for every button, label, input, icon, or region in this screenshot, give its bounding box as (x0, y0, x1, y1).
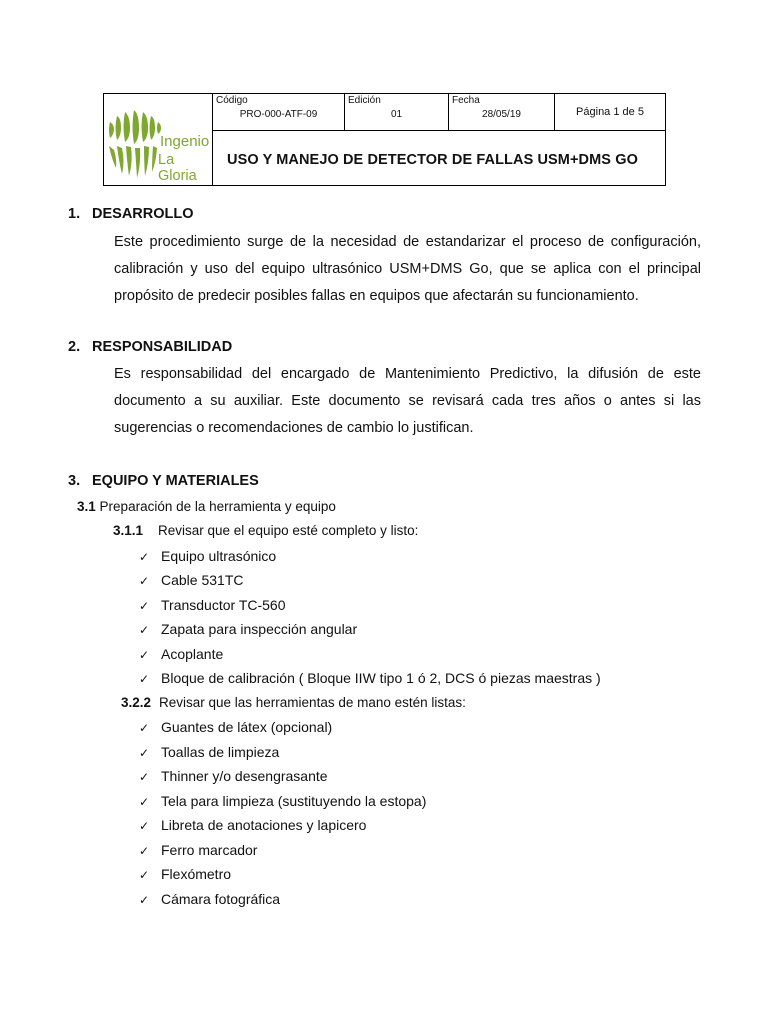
subsection-number: 3.2.2 (121, 695, 152, 710)
list-item: ✓ Flexómetro (139, 866, 232, 882)
fecha-cell (449, 94, 555, 131)
section-title: RESPONSABILIDAD (92, 339, 233, 355)
edicion-value: 01 (390, 109, 403, 120)
subsection-3-1-1 (113, 523, 418, 538)
list-item: ✓ Libreta de anotaciones y lapicero (139, 817, 367, 833)
check-icon: ✓ (139, 721, 150, 735)
check-icon: ✓ (139, 746, 150, 760)
section-heading-desarrollo (68, 206, 194, 222)
edicion-cell (345, 94, 449, 131)
subsection-3-1 (77, 499, 336, 514)
list-item: ✓ Equipo ultrasónico (139, 548, 277, 564)
subsection-3-2-2 (121, 695, 466, 710)
section-number: 1. (68, 206, 81, 222)
subsection-number: 3.1 (77, 499, 96, 514)
fecha-label: Fecha (452, 95, 480, 106)
list-item: ✓ Acoplante (139, 646, 224, 662)
check-icon: ✓ (139, 819, 150, 833)
check-icon: ✓ (139, 893, 150, 907)
text-line: documento a su auxiliar. Este documento se revisará cada tres años o antes si las (114, 393, 701, 409)
edicion-label: Edición (348, 95, 381, 106)
list-item: ✓ Tela para limpieza (sustituyendo la estopa) (139, 793, 427, 809)
check-icon: ✓ (139, 672, 150, 686)
document-title: USO Y MANEJO DE DETECTOR DE FALLAS USM+DMS GO (227, 152, 638, 168)
check-icon: ✓ (139, 795, 150, 809)
list-item: ✓ Transductor TC-560 (139, 597, 286, 613)
page-number-cell (555, 94, 666, 131)
check-icon: ✓ (139, 770, 150, 784)
list-item: ✓ Cable 531TC (139, 572, 244, 588)
page-number: Página 1 de 5 (576, 106, 644, 118)
list-item: ✓ Zapata para inspección angular (139, 621, 358, 637)
section-number: 3. (68, 473, 81, 489)
check-icon: ✓ (139, 550, 150, 564)
text-line: calibración y uso del equipo ultrasónico USM+DMS Go, que se aplica con el principal (114, 261, 701, 277)
text-line: propósito de predecir posibles fallas en equipos que afectarán su funcionamiento. (114, 288, 639, 304)
check-icon: ✓ (139, 844, 150, 858)
codigo-cell (213, 94, 345, 131)
subsection-text: Revisar que las herramientas de mano estén listas: (159, 695, 466, 710)
list-item: ✓ Bloque de calibración ( Bloque IIW tipo 1 ó 2, DCS ó piezas maestras ) (139, 670, 601, 686)
codigo-label: Código (216, 95, 248, 106)
codigo-value: PRO-000-ATF-09 (239, 109, 318, 120)
list-item: ✓ Guantes de látex (opcional) (139, 719, 333, 735)
text-line: Es responsabilidad del encargado de Mantenimiento Predictivo, la difusión de este (114, 366, 701, 382)
fecha-value: 28/05/19 (482, 109, 521, 120)
check-icon: ✓ (139, 623, 150, 637)
section-heading-equipo (68, 473, 259, 489)
subsection-text: Revisar que el equipo esté completo y listo: (158, 523, 419, 538)
text-line: sugerencias o recomendaciones de cambio lo justifican. (114, 420, 474, 436)
section-number: 2. (68, 339, 81, 355)
title-cell (213, 131, 666, 186)
document-header (103, 93, 666, 186)
text-line: Este procedimiento surge de la necesidad de estandarizar el proceso de configuración, (114, 234, 701, 250)
check-icon: ✓ (139, 599, 150, 613)
list-item: ✓ Thinner y/o desengrasante (139, 768, 328, 784)
paragraph-desarrollo (114, 229, 701, 310)
logo-text-ingenio: Ingenio (160, 133, 210, 150)
subsection-text: Preparación de la herramienta y equipo (99, 499, 336, 514)
check-icon: ✓ (139, 574, 150, 588)
section-title: DESARROLLO (92, 206, 194, 222)
paragraph-responsabilidad (114, 361, 701, 442)
subsection-number: 3.1.1 (113, 523, 144, 538)
check-icon: ✓ (139, 648, 150, 662)
logo-text-la-gloria: La Gloria (158, 152, 197, 184)
logo-cell (104, 94, 213, 186)
list-item: ✓ Ferro marcador (139, 842, 258, 858)
company-logo (104, 100, 212, 184)
list-item: ✓ Toallas de limpieza (139, 744, 280, 760)
check-icon: ✓ (139, 868, 150, 882)
section-title: EQUIPO Y MATERIALES (92, 473, 259, 489)
list-item: ✓ Cámara fotográfica (139, 891, 281, 907)
section-heading-responsabilidad (68, 339, 232, 355)
